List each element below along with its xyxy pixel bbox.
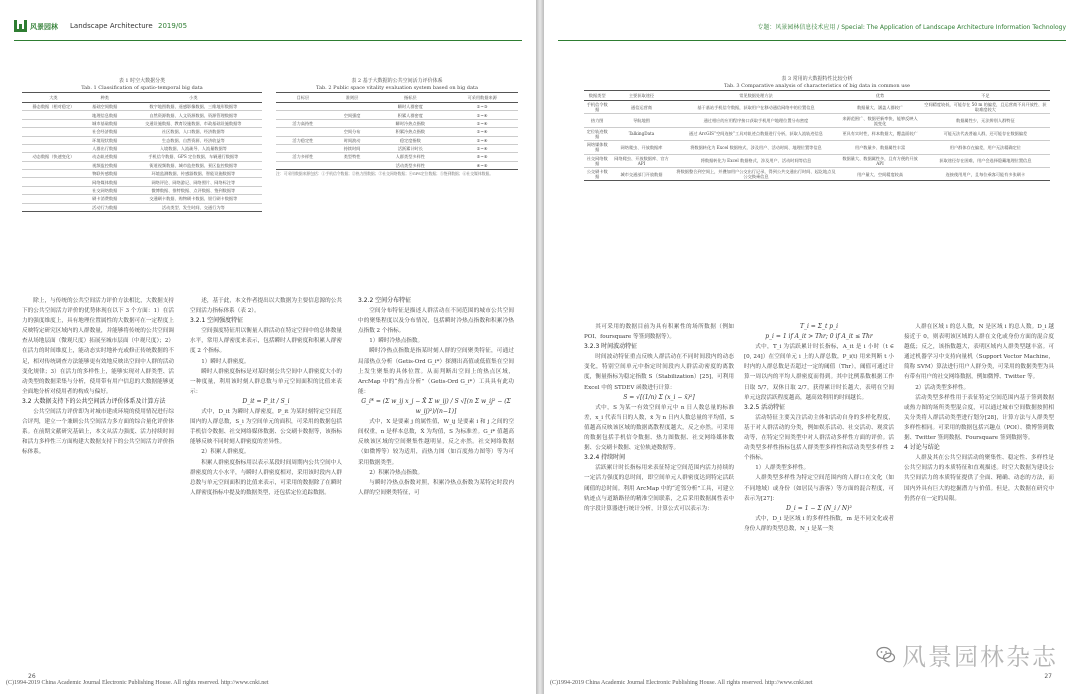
special-column-title: 专题：风景园林信息技术应用 / Special: The Application of Landscape Architecture Information Technology	[757, 24, 1066, 31]
table-3	[584, 76, 1050, 181]
table-row	[22, 111, 262, 119]
table-cell	[22, 186, 85, 194]
table-cell: 活动类型多样性	[374, 161, 446, 169]
table-cell	[22, 144, 85, 152]
table-cell: 动态数据（快速变化）	[22, 153, 85, 161]
table-cell: 瞬时冷热点指数	[374, 119, 446, 127]
table-cell: 连接使用用户，且每位乘客可能有多张刷卡	[921, 167, 1050, 180]
table-row	[22, 186, 262, 194]
table-1-grid	[22, 92, 262, 212]
table-cell: 环境现状数据	[85, 136, 125, 144]
body-para: 人群及其在公共空间活动的聚集性、稳定性、多样性是公共空间活力的本质特征和直观描述。时空大数据为建设公共空间活力的本质特征提供了全面、精确、动态的方法，而国内外具有巨大的挖掘潜力与价值。但是，大数据在研究中仍然存在一定的局限。	[904, 455, 1054, 502]
table-cell	[276, 161, 330, 169]
body-para: 瞬时人群密度指标是对某时刻公共空间中人群密度大小的一种度量，利用该时刻人群总数与单元空间面积的比值来表示：	[190, 368, 342, 395]
table-cell: 数据量大、数据属性多，且有方便的开放 API	[839, 154, 920, 167]
table-cell: 城市基础数据	[85, 119, 125, 127]
table-cell	[276, 111, 330, 119]
table-cell: ④~⑥	[446, 161, 518, 169]
table-cell: 交通设施数据、教育设施数据、市政基础设施数据等	[125, 119, 262, 127]
table-cell: 街道视频数据、城市监控数据、景区监控数据等	[125, 161, 262, 169]
table-cell: 静态数据（相对稳定）	[22, 103, 85, 111]
body-para: 活动特征主要关注活动主体和活动自身的多样化程度，基于对人群活动的分类，例如娱乐活动、社交活动、观赏活动等，在特定空间类型中对人群活动多样性方面的评价。活动类型多样性指标包括人群类型多样性和活动类型多样性 2 个指标。	[744, 414, 894, 462]
table-cell: 稳定度指数	[374, 136, 446, 144]
table-row	[276, 161, 518, 169]
table-row	[584, 154, 1050, 167]
table-row	[22, 178, 262, 186]
table-cell: 热力图	[584, 114, 610, 127]
journal-logo-icon	[14, 20, 28, 32]
left-column-3	[358, 296, 514, 661]
table-cell	[330, 161, 375, 169]
table-cell	[22, 178, 85, 186]
table-cell	[330, 103, 375, 111]
body-para: S = √[(1/n) Σ (x_i − x̄)²]	[623, 393, 695, 401]
body-para: 1）瞬时冷热点指数。	[369, 338, 424, 345]
table-cell	[22, 195, 85, 203]
body-para: T_i = Σ_t p_i	[799, 323, 839, 330]
table-cell: 微博数据、推特数据、点评数据、签到数据等	[125, 186, 262, 194]
table-cell: 活力高持性	[276, 119, 330, 127]
table-cell: ①~④	[446, 136, 518, 144]
table-row	[276, 153, 518, 161]
table-cell: 活动类型、发生时间、交通行为等	[125, 203, 262, 211]
table-cell: 人群出行数据	[85, 144, 125, 152]
table-cell: 刷卡消费数据	[85, 195, 125, 203]
table-cell: ⑤~⑥	[446, 153, 518, 161]
body-para: 与瞬时冷热点指数对照，积累冷热点指数为某特定时段内人群的空间聚类特征，可	[358, 479, 514, 496]
table-cell: 数据量大、涵盖人群较广	[839, 101, 920, 114]
table-cell: 物联传感数据	[85, 170, 125, 178]
table-cell: 网络爬虫、开放数据库	[610, 141, 672, 154]
body-para: 空间分布特征是描述人群活动在不同范围的城市公共空间中的聚集程度以及分布情况，包括瞬时冷热点指数和积累冷热点指数 2 个指标。	[358, 308, 514, 335]
table-row	[584, 101, 1050, 114]
table-cell	[22, 128, 85, 136]
body-para: 式中，T_i 为活跃累计时长指标，A_it 是 i 小时（t ∈ [0, 24]）在空间单元 i 上的人群总数，P_i(t) 用来判断 t 小时内的人群总数是否超过一定的阈值（Thr），阈值可通过计算一周以内的平均人群密度而得到。其中比例系数根据工作日取 5/7，双休日取 2/7，获得累计时长越大，表明在空间单元这段活跃程度越高，越高效利用的时间越长。	[744, 344, 894, 401]
table-row	[276, 144, 518, 152]
table-2-grid	[276, 92, 518, 170]
body-para: p_i = 1 if A_it > Thr; 0 if A_it ≤ Thr	[765, 333, 873, 341]
table-row	[22, 170, 262, 178]
table-row	[584, 167, 1050, 180]
table-cell: ①~④	[446, 111, 518, 119]
table-cell: 基础空间数据	[85, 103, 125, 111]
table-row	[276, 111, 518, 119]
table-3-header-3: 优势	[839, 91, 920, 101]
page-number-right: 27	[1044, 673, 1052, 680]
journal-name-cn: 风景园林	[30, 23, 58, 31]
body-para: 式中，D_it 为瞬时人群密度，P_it 为某时刻特定空间范围内的人群总数，S_i 为空间单元的面积，可采用的数据包括手机信令数据、社交网络媒体数据、公交刷卡数据等，该指标能够反映不同时刻人群密度的差异性。	[190, 409, 342, 446]
table-cell: 自然资源数据、人文资源数据、资源管理数据等	[125, 111, 262, 119]
table-3-caption-en: Tab. 3 Comparative analysis of characteristics of big data in common use	[724, 83, 910, 89]
table-1-header-0: 大类	[22, 93, 85, 103]
header-rule	[558, 40, 1066, 41]
table-cell: 用户群体存在偏差，用户无法精确定位	[921, 141, 1050, 154]
table-3-caption-cn: 表 3 常用的大数据特性比较分析	[781, 76, 853, 82]
body-para: 2）积累冷热点指数。	[369, 469, 424, 476]
table-cell: 动态轨迹数据	[85, 153, 125, 161]
table-row	[22, 119, 262, 127]
table-row	[584, 127, 1050, 140]
body-para: 3.2.2 空间分布特征	[358, 297, 412, 304]
table-row	[276, 103, 518, 111]
table-cell: 积累人群密度	[374, 111, 446, 119]
table-2-caption-en: Tab. 2 Public space vitality evaluation system based on big data	[316, 85, 478, 91]
table-cell: 网络媒体数据	[85, 178, 125, 186]
body-para: 式中，X 是要素 j 的属性值，W_ij 是要素 i 和 j 之间的空间权重，n 是样本总数，X̄ 为均值，S 为标准差。G_i* 值越高反映该区域的空间聚集性越明显，反之亦然。社交网络数据（如微博等）较为适用，而热力图（如百度热力图等）等为可采用数据类型。	[358, 419, 514, 466]
body-para: 4 讨论与结论	[904, 444, 940, 452]
table-row	[276, 128, 518, 136]
table-cell: 活动行为数据	[85, 203, 125, 211]
table-cell: 人群类型多样性	[374, 153, 446, 161]
body-para: 空间强度特征用以衡量人群活动在特定空间中的总体数量水平，常用人群密度来表示，包括瞬时人群密度和积累人群密度 2 个指标。	[190, 328, 342, 355]
right-column-1	[584, 322, 734, 662]
table-cell: 将数据整合到空间上，并叠加用户公交出行记录，得到公共交通出行时间、起讫地点及公交换乘信息	[673, 167, 840, 180]
table-1-header-1: 种类	[85, 93, 125, 103]
watermark-text: 风景园林杂志	[902, 643, 1058, 671]
body-para: 2）活动类型多样性。	[915, 384, 970, 391]
body-para: 述，基于此，本文作者提出以大数据为主要信息源的公共空间活力指标体系（表 2）。	[190, 298, 342, 315]
table-cell: 活力多样性	[276, 153, 330, 161]
issue-label: 2019/05	[158, 22, 188, 30]
table-cell: 导航地图	[610, 114, 672, 127]
table-row	[276, 136, 518, 144]
table-cell: 空间分布	[330, 128, 375, 136]
body-para: 3.2.3 时间波动特征	[584, 343, 638, 351]
body-para: 积累人群密度指标用以表示某段时间周期内公共空间中人群密度的大小水平，与瞬时人群密度相对，采用该时段内人群总数与单元空间面积的比值来表示，可采用的数据除了在瞬时人群密度指标中提及的数据类型，还包括定位追踪数据。	[190, 459, 342, 496]
table-cell: 入境数据、人流疏导、人流量数据等	[125, 144, 262, 152]
body-para: 时间波动特征重点反映人群活动在不同时间段内的动态变化，特别空间单元中指定时间段内人群活动密度的离散度，衡量指标为稳定指数 S（Stabilization）[25]，可利用 Excel 中的 STDEV 函数进行计算：	[584, 354, 734, 391]
body-para: 1）瞬时人群密度。	[201, 358, 250, 365]
table-cell: 视频监控数据	[85, 161, 125, 169]
table-cell: 可能无法代表普遍人群，还可能存在数据偏差	[921, 127, 1050, 140]
table-cell: 用户量大、空间精度较高	[839, 167, 920, 180]
body-para: 除上，与传统的公共空间活力评价方法相比，大数据支持下的公共空间活力评价的优势体现在以下 3 个方面：1）在活力的强度维度上，具有地理位置属性的大数据可在一定程度上反映特定研究区域内的人群数量，并能够将传统的公共空间调查从场地层面（微观尺度）拓展至城市层面（中观尺度）；2）在活力的时间维度上，能动态实时地补充或修正传统数据的不足，相对传统调查方法能够更有效地反映出空间中人群的活动变化规律；3）在活力的多样性上，能够实现对人群类型、活动类型的数据采集与分析，使用带有用户信息的大数据能够更全面地分析对使用者的构成与偏好。	[22, 298, 174, 395]
table-cell	[22, 136, 85, 144]
copyright-left: (C)1994-2019 China Academic Journal Electronic Publishing House. All rights reserved. http://www.cnki.net	[6, 680, 269, 686]
table-cell: 城市交通部门开放数据	[610, 167, 672, 180]
table-cell: 持续时间	[330, 144, 375, 152]
body-para: 式中，D_i 是区域 i 的多样性指数，m 是不同文化或者身份人群的类型总数，N_i 是某一类	[744, 515, 894, 532]
table-row	[22, 153, 262, 161]
table-cell: 空间强度	[330, 111, 375, 119]
table-cell: 网络评论、网络游记、网络照片、网络标注等	[125, 178, 262, 186]
table-cell: 活力稳定性	[276, 136, 330, 144]
table-row	[22, 136, 262, 144]
body-para: 3.2.5 活动特征	[744, 403, 786, 411]
table-2-caption-cn: 表 2 基于大数据的公共空间活力评价体系	[351, 78, 443, 84]
table-cell: 数字地图数据、遥感影像数据、三维地形数据等	[125, 103, 262, 111]
table-cell: 活跃累计时长	[374, 144, 446, 152]
table-1-caption-cn: 表 1 时空大数据分类	[118, 78, 166, 84]
table-cell: 社交网络数据	[584, 154, 610, 167]
body-para: 3.2 大数据支持下的公共空间活力评价体系及计算方法	[22, 397, 166, 405]
left-column-2	[190, 296, 342, 661]
table-2-header-1: 准则层	[330, 93, 375, 103]
table-cell: 环境监测数据、传感器数据、智能设施数据等	[125, 170, 262, 178]
table-cell: 网络爬虫、开放数据库、官方 API	[610, 154, 672, 167]
table-cell: 将数据转化为 Excel 数据格式，涉及用户、活动时间等信息	[673, 154, 840, 167]
table-cell	[22, 170, 85, 178]
page-number-left: 26	[28, 673, 36, 680]
table-cell	[22, 161, 85, 169]
table-row	[22, 128, 262, 136]
copyright-right: (C)1994-2019 China Academic Journal Electronic Publishing House. All rights reserved. http://www.cnki.net	[550, 680, 813, 686]
table-cell: 数据属性少，无法辨别人群特征	[921, 114, 1050, 127]
table-cell: ①~④	[446, 128, 518, 136]
body-para: D_it = P_it / S_i	[242, 397, 290, 405]
table-3-header-1: 主要获取途径	[610, 91, 672, 101]
table-2-header-3: 可采用数据来源	[446, 93, 518, 103]
body-para: 3.2.4 持续时间	[584, 454, 626, 462]
right-page	[544, 0, 1080, 694]
table-cell: 积累冷热点指数	[374, 128, 446, 136]
table-cell: 用户数量多、数据属性丰富	[839, 141, 920, 154]
table-cell	[276, 103, 330, 111]
table-3-header-4: 不足	[921, 91, 1050, 101]
table-cell: 类型特性	[330, 153, 375, 161]
table-cell	[330, 119, 375, 127]
table-cell: 交通刷卡数据、购物刷卡数据、银行刷卡数据等	[125, 195, 262, 203]
table-1	[22, 78, 262, 212]
body-para: 活动类型多样性用于表征特定空间范围内基于签到数据或热力图的场所类型混合度，可以通过城市空间数据按照相关分类将人群活动类型进行划分[28]，计算方法与人群类型多样性相同。可采用的数据包括兴趣点（POI）、微博签到数据、Twitter 签到数据、Foursquare 签到数据等。	[904, 394, 1054, 442]
table-cell: 社会经济数据	[85, 128, 125, 136]
table-cell: 瞬时人群密度	[374, 103, 446, 111]
table-cell	[276, 128, 330, 136]
table-cell: 获取途径存在困难，用户会选择隐藏地理位置信息	[921, 154, 1050, 167]
table-cell: 通过 ArcGIS“空间连接”工具对轨迹点数据进行分析，获取人流轨迹信息	[673, 127, 840, 140]
table-row	[22, 195, 262, 203]
table-cell	[22, 111, 85, 119]
table-row	[22, 144, 262, 152]
table-cell	[276, 144, 330, 152]
table-row	[276, 119, 518, 127]
body-para: G_i* = (Σ w_ij x_j − X̄ Σ w_ij) / S √[(n Σ w_ij² − (Σ w_ij)²)/(n−1)]	[361, 397, 511, 416]
right-column-3	[904, 322, 1054, 642]
table-row	[22, 203, 262, 211]
watermark	[876, 637, 1058, 672]
table-cell: ①~④	[446, 119, 518, 127]
table-cell: 定位轨迹数据	[584, 127, 610, 140]
table-cell: 社区数据、人口数据、经济数据等	[125, 128, 262, 136]
wechat-icon	[876, 645, 896, 665]
table-cell: 网络媒体数据	[584, 141, 610, 154]
body-para: 2）积累人群密度。	[201, 449, 250, 456]
table-cell: 基于基站手机信令数据，获取用户在移动通信网络中的位置信息	[673, 101, 840, 114]
journal-name-en: Landscape Architecture	[70, 22, 153, 30]
body-para: 其可采用的数据目前为具有积累性的场所数据（例如 POI、foursquare 等签到数据等）。	[584, 324, 734, 341]
table-cell: 地理信息数据	[85, 111, 125, 119]
table-3-header-0: 数据类型	[584, 91, 610, 101]
table-cell: 通信运营商	[610, 101, 672, 114]
table-3-header-2: 常见数据处理方法	[673, 91, 840, 101]
body-para: 式中，S 为某一有效空间单元中 n 日人数总量的标准差，x_i 代表当日的人数，x̄ 为 n 日内人数总量的平均值，S 值越高反映该区域的数据离散程度越大，反之亦然。可采用的数据包括手机信令数据、热力图数据、社交网络媒体数据、公交刷卡数据、定位轨迹数据等。	[584, 404, 734, 452]
table-cell: ①~④	[446, 144, 518, 152]
table-2	[276, 78, 518, 176]
header-rule	[14, 40, 522, 41]
table-cell: 来源范围广、数据更新率快，能够反映人流变化	[839, 114, 920, 127]
left-column-1	[22, 296, 174, 661]
body-para: 3.2.1 空间强度特征	[190, 317, 244, 325]
body-para: 1）人群类型多样性。	[755, 465, 810, 472]
table-2-note: 注：可采用数据来源包括：①手机信令数据；②热力图数据；③社交网络数据；④GPS定位数据；⑤签到数据；⑥社交媒体数据。	[276, 171, 494, 176]
left-page	[0, 0, 536, 694]
page-gutter	[536, 0, 544, 694]
table-cell: 将数据转化为 Excel 数据格式，涉及用户、活动时间、地理位置等信息	[673, 141, 840, 154]
table-row	[584, 141, 1050, 154]
body-para: 瞬时冷热点指数是指某时刻人群的空间聚类特征，可通过局部热点分析（Getis-Ord G_i*）探测出高值或低值集在空间上发生聚集的具体位置。从而判断出空间上的热点区域，ArcMap 中的“热点分析”（Getis-Ord G_i*）工具具有此功能：	[358, 348, 514, 395]
table-cell: 空间精度较低，可能存在 50 m 的偏差，且运营商不具开放性、获取难度较大	[921, 101, 1050, 114]
table-cell: 手机信令数据、GPS 定位数据、车辆通行数据等	[125, 153, 262, 161]
body-para: 公共空间活力评价即为对城市建成环境的使用情况进行综合评判，建立一个兼顾公共空间活力多方面的综合量化评价体系。在前期文献研究基础上，本文从活力强度、活力持续时间和活力多样性三方面构建大数据支持下的公共空间活力评价指标体系。	[22, 409, 174, 456]
table-1-header-2: 小类	[125, 93, 262, 103]
table-cell	[22, 119, 85, 127]
table-3-grid	[584, 90, 1050, 181]
table-row	[584, 114, 1050, 127]
table-cell: 公交刷卡数据	[584, 167, 610, 180]
table-2-header-0: 目标层	[276, 93, 330, 103]
table-cell: 时间波动	[330, 136, 375, 144]
table-cell: TalkingData	[610, 127, 672, 140]
table-row	[22, 161, 262, 169]
table-1-caption-en: Tab. 1 Classification of spatio-temporal big data	[81, 85, 203, 91]
body-para: 人群类型多样性为特定空间范围内的人群口在文化（如不同地域）或身份（如居民与游客）等方面的混合程度，可表示为[27]：	[744, 475, 894, 502]
table-row	[22, 103, 262, 111]
table-cell: 社交网络数据	[85, 186, 125, 194]
table-cell: 通过相应的应用程序接口获取手机用户地理位置分布密度	[673, 114, 840, 127]
table-cell	[22, 203, 85, 211]
table-cell: 手机信令数据	[584, 101, 610, 114]
table-cell: 更具有实时性，样本数据大，覆盖面较广	[839, 127, 920, 140]
table-cell: 生态数据、自然资源、经济收益等	[125, 136, 262, 144]
table-cell: ①~③	[446, 103, 518, 111]
table-2-header-2: 指标层	[374, 93, 446, 103]
body-para: D_i = 1 − Σ (N_i / N)²	[786, 504, 852, 512]
body-para: 活跃累计时长指标用来表征特定空间范围内活力持续的一定活力强度的总时间，即空间单元人群密度达到特定活跃阈值的总时间。利用 ArcMap 中的“近邻分析”工具，可建立轨迹点与道路路径的精准空间联系，之后采用数据属性表中的字段计算器进行统计分析，计算公式可以表示为：	[584, 465, 734, 512]
body-para: 人群在区域 i 的总人数，N 是区域 i 的总人数。D_i 越接近于 0，则表明该区域的人群在文化或身份方面的混合度越低；反之，该指数越大，表明区域内人群类型越丰富。可通过机器学习中支持向量机（Support Vector Machine，简称 SVM）算法进行用户人群分类，可采用的数据类型为具有带有用户的社交网络数据，例如微博、Twitter 等。	[904, 324, 1054, 381]
right-column-2	[744, 322, 894, 662]
